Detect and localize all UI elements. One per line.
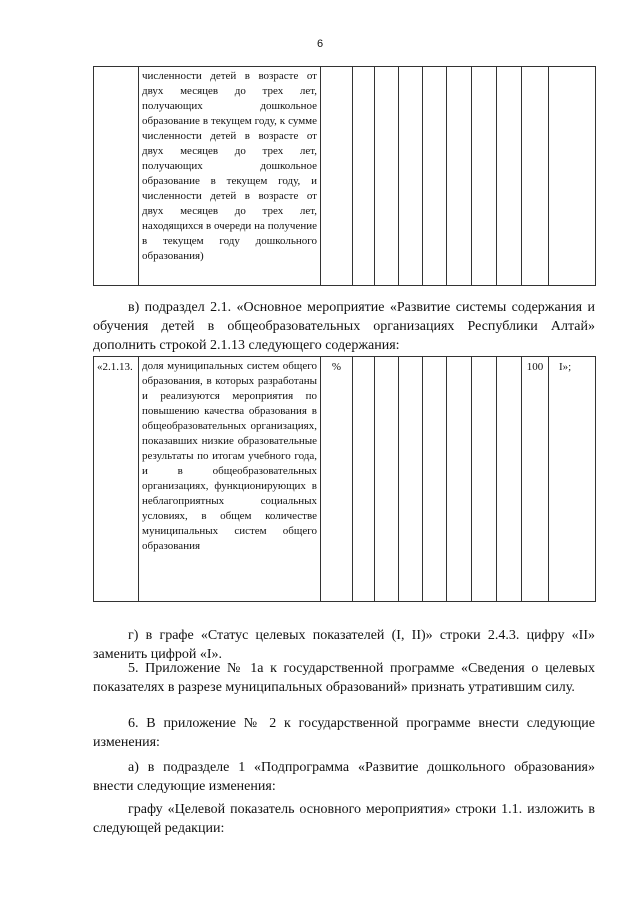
- table-cell: [375, 357, 399, 602]
- table-cell: [399, 357, 423, 602]
- table-cell: [94, 67, 139, 286]
- table-cell: [94, 357, 139, 602]
- table-cell: [139, 67, 321, 286]
- table-cell: [353, 357, 375, 602]
- table-cell: [375, 67, 399, 286]
- paragraph-v: в) подраздел 2.1. «Основное мероприятие «Развитие системы содержания и обучения детей в общеобразовательных организациях Республики Алтай» дополнить строкой 2.1.13 следующего содержания:: [93, 300, 595, 353]
- table-cell: [321, 357, 353, 602]
- table-cell: [522, 67, 549, 286]
- table-cell: [447, 67, 472, 286]
- indicator-name: доля муниципальных систем общего образования, в которых разработаны и реализуются мероприятия по повышению качества образования в общеобразовательных организациях, показавших низкие образовательные результаты по итогам учебного года, и в общеобразовательных организациях, функционирующих в неблагоприятных социальных условиях, в общем количестве муниципальных систем общего образования: [142, 360, 317, 552]
- indicator-table-continued: [93, 66, 596, 286]
- paragraph-a: а) в подразделе 1 «Подпрограмма «Развитие дошкольного образования» внести следующие изменения:: [93, 760, 595, 794]
- table-cell: [399, 67, 423, 286]
- row-code: «2.1.13.: [97, 361, 133, 373]
- table-cell: [549, 357, 596, 602]
- paragraph-5: 5. Приложение № 1а к государственной программе «Сведения о целевых показателях в разрезе муниципальных образований» признать утратившим силу.: [93, 661, 595, 695]
- paragraph-g: г) в графе «Статус целевых показателей (I, II)» строки 2.4.3. цифру «II» заменить цифрой «I».: [93, 628, 595, 662]
- table-cell: [353, 67, 375, 286]
- table-cell: [472, 67, 497, 286]
- table-cell: [447, 357, 472, 602]
- table-cell: [139, 357, 321, 602]
- table-cell: [549, 67, 596, 286]
- table-cell: [423, 67, 447, 286]
- table-cell: [522, 357, 549, 602]
- table-cell: [472, 357, 497, 602]
- paragraph-6: 6. В приложение № 2 к государственной программе внести следующие изменения:: [93, 716, 595, 750]
- page-number: 6: [316, 38, 324, 50]
- table-cell: [321, 67, 353, 286]
- indicator-table-2113: [93, 356, 596, 602]
- status-value: I»;: [559, 361, 572, 373]
- table-cell: [423, 357, 447, 602]
- table-cell: [497, 357, 522, 602]
- table-cell: [497, 67, 522, 286]
- paragraph-grafu: графу «Целевой показатель основного мероприятия» строки 1.1. изложить в следующей редакции:: [93, 802, 595, 836]
- target-value: 100: [526, 361, 544, 373]
- unit: %: [331, 361, 342, 373]
- indicator-description: численности детей в возрасте от двух месяцев до трех лет, получающих дошкольное образование в текущем году, к сумме численности детей в возрасте от двух месяцев до трех лет, получающих дошкольное образование в текущем году, и численности детей в возрасте от двух месяцев до трех лет, находящихся в очереди на получение в текущем году дошкольного образования): [142, 70, 317, 262]
